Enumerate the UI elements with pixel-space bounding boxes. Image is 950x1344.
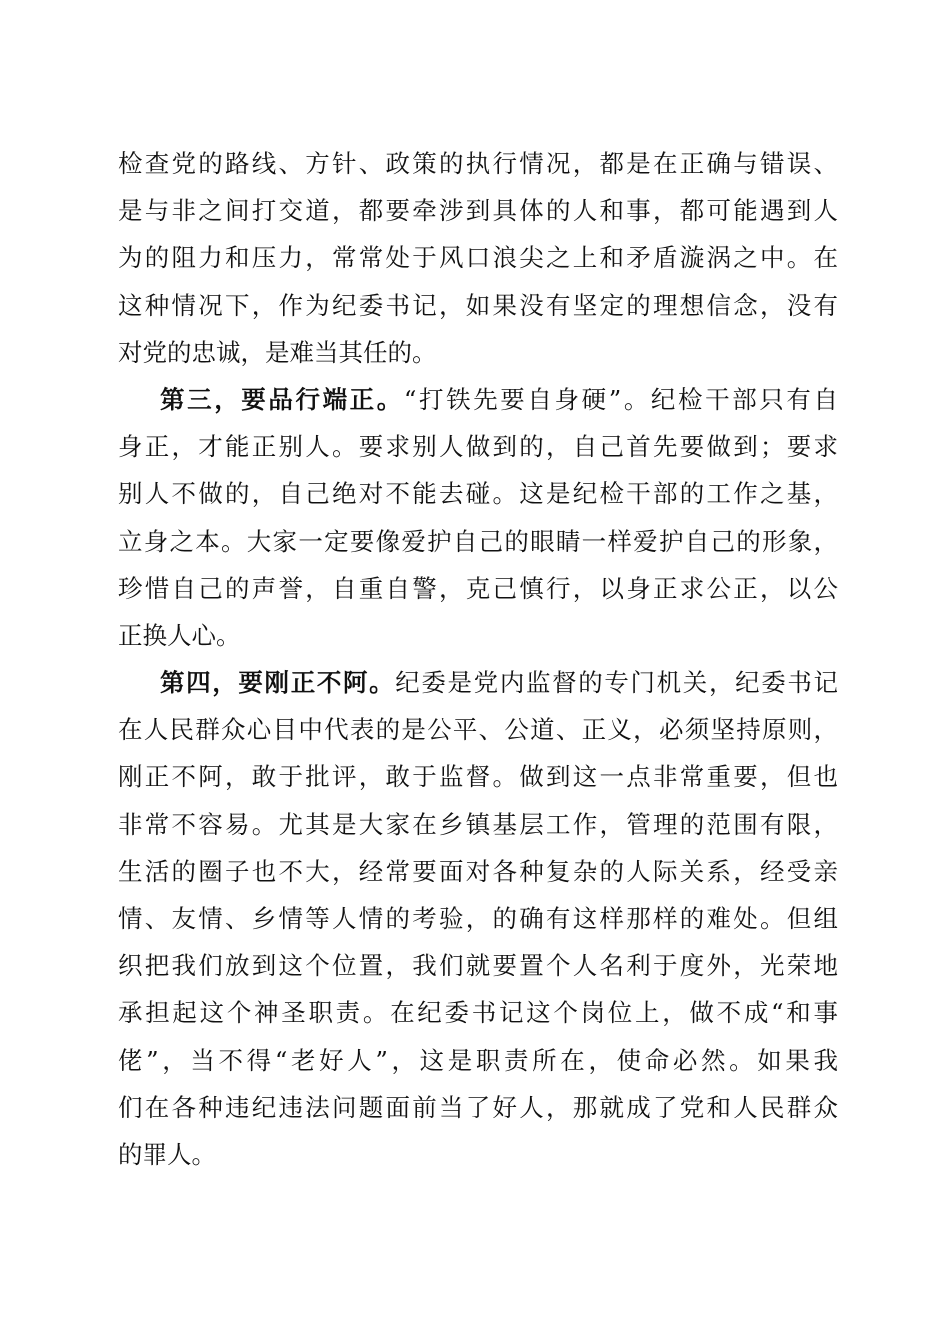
text-line: 刚正不阿，敢于批评，敢于监督。做到这一点非常重要，但也 — [118, 762, 838, 792]
text-line: 别人不做的，自己绝对不能去碰。这是纪检干部的工作之基， — [118, 479, 838, 509]
paragraph-lead-heading: 第三，要品行端正。 — [160, 384, 404, 414]
text-line: 非常不容易。尤其是大家在乡镇基层工作，管理的范围有限， — [118, 809, 838, 839]
text-line: 是与非之间打交道，都要牵涉到具体的人和事，都可能遇到人 — [118, 196, 838, 226]
text-line: 为的阻力和压力，常常处于风口浪尖之上和矛盾漩涡之中。在 — [118, 243, 838, 273]
text-line: 这种情况下，作为纪委书记，如果没有坚定的理想信念，没有 — [118, 290, 838, 320]
text-line: 在人民群众心目中代表的是公平、公道、正义，必须坚持原则， — [118, 715, 838, 745]
text-line: 承担起这个神圣职责。在纪委书记这个岗位上，做不成“和事 — [118, 998, 838, 1028]
text-run: 纪委是党内监督的专门机关，纪委书记 — [395, 668, 839, 698]
paragraph — [118, 140, 838, 376]
paragraph — [118, 659, 838, 1178]
text-line: 检查党的路线、方针、政策的执行情况，都是在正确与错误、 — [118, 149, 838, 178]
text-run: “打铁先要自身硬”。纪检干部只有自 — [403, 384, 838, 414]
text-line — [118, 376, 838, 423]
text-line: 立身之本。大家一定要像爱护自己的眼睛一样爱护自己的形象， — [118, 526, 838, 556]
text-line: 生活的圈子也不大，经常要面对各种复杂的人际关系，经受亲 — [118, 856, 838, 886]
text-line: 佬”，当不得“老好人”，这是职责所在，使命必然。如果我 — [118, 1045, 838, 1075]
text-line: 对党的忠诚，是难当其任的。 — [118, 337, 437, 367]
text-line — [118, 659, 838, 706]
text-line: 正换人心。 — [118, 620, 241, 650]
paragraph — [118, 376, 838, 659]
text-line: 珍惜自己的声誉，自重自警，克己慎行，以身正求公正，以公 — [118, 573, 838, 603]
text-line: 们在各种违纪违法问题面前当了好人，那就成了党和人民群众 — [118, 1092, 838, 1122]
text-line: 情、友情、乡情等人情的考验，的确有这样那样的难处。但组 — [118, 904, 838, 933]
text-line: 织把我们放到这个位置，我们就要置个人名利于度外，光荣地 — [118, 951, 838, 981]
text-line: 身正，才能正别人。要求别人做到的，自己首先要做到；要求 — [118, 432, 838, 462]
paragraph-lead-heading: 第四，要刚正不阿。 — [160, 668, 396, 698]
document-body — [118, 140, 838, 1178]
text-line: 的罪人。 — [118, 1139, 216, 1169]
